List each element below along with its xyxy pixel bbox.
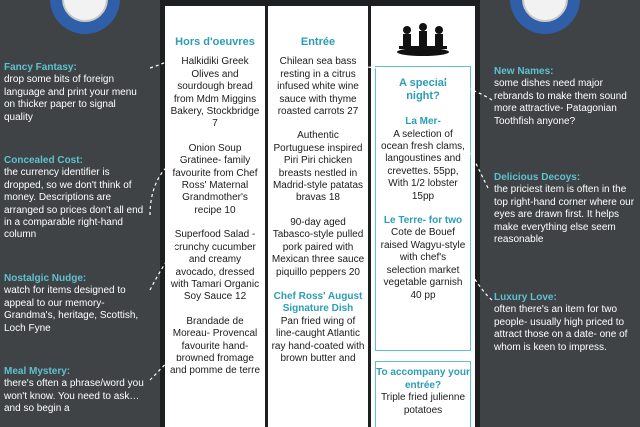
le-terre-title: Le Terre- for two: [383, 215, 463, 227]
menu-dish: Authentic Portuguese inspired Piri Piri chicken breasts nestled in Madrid-style patatas bravas 18: [272, 130, 364, 204]
arrow-nostalgic-nudge: [150, 236, 182, 290]
arrow-luxury-love: [462, 262, 492, 300]
hors-doeuvres-heading: Hors d'oeuvres: [175, 36, 255, 48]
menu-dish: Brandade de Moreau- Provencal favourite hand-browned fromage and pomme de terre: [169, 315, 261, 377]
menu-dish: Onion Soup Gratinee- family favourite from Chef Ross' Maternal Grandmother's recipe 10: [172, 142, 258, 216]
note-fancy-fantasy: Fancy Fantasy: drop some bits of foreign language and print your menu on thicker paper to signal quality: [4, 62, 137, 123]
arrow-delicious-decoys: [452, 128, 488, 188]
le-terre-text: Cote de Bouef raised Wagyu-style with chef's selection market vegetable garnish 40 pp: [380, 227, 466, 301]
entree-heading: Entrée: [300, 36, 336, 48]
note-luxury-love: Luxury Love: often there's an item for two people- usually high priced to attract those on a date- one of whom is keen to impress.: [494, 292, 628, 353]
special-night-heading: A special night?: [399, 77, 447, 102]
accompany-text: Triple fried julienne potatoes: [380, 392, 466, 416]
menu-dish: 90-day aged Tabasco-style pulled pork paired with Mexican three sauce piquillo peppers 20: [271, 216, 365, 278]
arrow-meal-mystery: [150, 352, 180, 380]
signature-dish-title: Chef Ross' August Signature Dish: [273, 290, 363, 315]
menu-dish: Superfood Salad -crunchy cucumber and creamy avocado, dressed with Tamari Organic Soy Sauce 12: [170, 229, 260, 303]
menu-dish: Chilean sea bass resting in a citrus infused white wine sauce with thyme roasted carrots 27: [277, 56, 359, 118]
arrow-new-names: [350, 66, 492, 100]
accompany-heading: To accompany your entrée?: [376, 367, 470, 391]
note-meal-mystery: Meal Mystery: there's often a phrase/word you won't know. You need to ask… and so begin a: [4, 366, 144, 415]
note-nostalgic-nudge: Nostalgic Nudge: watch for items designed to appeal to our memory- Grandma's, heritage, Scottish, Loch Fyne: [4, 273, 139, 334]
note-delicious-decoys: Delicious Decoys: the priciest item is often in the top right-hand corner where our eyes are drawn first. It helps make everything else seem reasonable: [494, 172, 635, 246]
la-mer-text: A selection of ocean fresh clams, langoustines and crevettes. 55pp, With 1/2 lobster 15pp: [381, 128, 465, 202]
signature-dish-text: Pan fried wing of line-caught Atlantic ray hand-coated with brown butter and: [271, 315, 365, 364]
note-concealed-cost: Concealed Cost: the currency identifier is dropped, so we don't think of money. Descriptions are arranged so prices don't all end in a comparable right-hand column: [4, 155, 144, 241]
arrow-fancy-fantasy: [150, 50, 185, 68]
arrow-concealed-cost: [150, 158, 184, 215]
la-mer-title: La Mer-: [405, 116, 441, 128]
menu-dish: Halkidiki Greek Olives and sourdough bread from Mdm Miggins Bakery, Stockbridge 7: [170, 56, 260, 130]
note-new-names: New Names: some dishes need major rebrands to make them sound more attractive- Patagonian Toothfish anyone?: [494, 66, 627, 127]
